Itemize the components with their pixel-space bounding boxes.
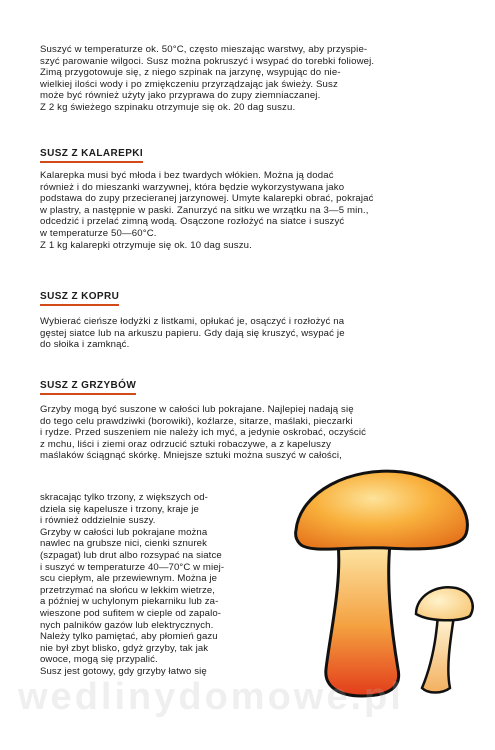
big-cap bbox=[296, 471, 468, 549]
text-line: wielkiej ilości wody i po zmiękczeniu przyrządzając jak świeży. Susz bbox=[40, 78, 338, 90]
heading-grzyby: SUSZ Z GRZYBÓW bbox=[40, 380, 136, 395]
text-line: nych palników gazów lub elektrycznych. bbox=[40, 619, 214, 631]
grzyby-paragraph-full bbox=[40, 404, 460, 462]
text-line: nawlec na grubsze nici, cienki sznurek bbox=[40, 538, 207, 550]
text-line: do tego celu prawdziwki (borowiki), koźlarze, sitarze, maślaki, pieczarki bbox=[40, 415, 353, 427]
text-line: skracając tylko trzony, z większych od- bbox=[40, 492, 208, 503]
watermark: wedlinydomowe.pl bbox=[18, 676, 404, 718]
text-line: Należy tylko pamiętać, aby płomień gazu bbox=[40, 631, 218, 643]
text-line: podstawa do zupy przecieranej jarzynowej. Umyte kalarepki obrać, pokrajać bbox=[40, 193, 374, 205]
text-line: maślaków ściągnąć skórkę. Mniejsze sztuki można suszyć w całości, bbox=[40, 450, 342, 462]
small-cap bbox=[416, 587, 473, 620]
text-line: Z 1 kg kalarepki otrzymuje się ok. 10 dag suszu. bbox=[40, 239, 252, 251]
text-line: a później w uchylonym piekarniku lub za- bbox=[40, 596, 219, 608]
text-line: w temperaturze 50—60°C. bbox=[40, 227, 157, 239]
text-line: Kalarepka musi być młoda i bez twardych włókien. Można ją dodać bbox=[40, 170, 334, 181]
grzyby-paragraph-narrow bbox=[40, 492, 285, 678]
text-line: szyć parowanie wilgoci. Susz można pokruszyć i wsypać do torebki foliowej. bbox=[40, 55, 375, 67]
text-line: nie był zbyt blisko, gdyż grzyby, tak jak bbox=[40, 642, 209, 654]
text-line: w plastry, a następnie w paski. Zanurzyć na sitku we wrzątku na 3—5 min., bbox=[40, 204, 369, 216]
text-line: i rydze. Przed suszeniem nie należy ich myć, a jedynie oskrobać, oczyścić bbox=[40, 427, 367, 439]
text-line: z mchu, liści i ziemi oraz odrzucić sztuki robaczywe, a z kapeluszy bbox=[40, 438, 332, 450]
koper-paragraph bbox=[40, 316, 460, 351]
heading-kalarepka: SUSZ Z KALAREPKI bbox=[40, 148, 143, 163]
text-line: i suszyć w temperaturze 40—70°C w miej- bbox=[40, 561, 225, 573]
text-line: Susz jest gotowy, gdy grzyby łatwo się bbox=[40, 665, 207, 677]
text-line: Grzyby mogą być suszone w całości lub pokrajane. Najlepiej nadają się bbox=[40, 404, 354, 415]
text-line: Zimą przygotowuje się, z niego szpinak na jarzynę, wsypując do nie- bbox=[40, 67, 341, 79]
text-line: Suszyć w temperaturze ok. 50°C, często mieszając warstwy, aby przyspie- bbox=[40, 44, 368, 55]
text-line: i również oddzielnie suszy. bbox=[40, 515, 156, 527]
text-line: również i do mieszanki warzywnej, która będzie wykorzystywana jako bbox=[40, 181, 345, 193]
text-line: dziela się kapelusze i trzony, kraje je bbox=[40, 503, 199, 515]
text-line: (szpagat) lub drut albo rozsypać na siatce bbox=[40, 549, 222, 561]
text-line: Z 2 kg świeżego szpinaku otrzymuje się ok. 20 dag suszu. bbox=[40, 101, 296, 113]
kalarepka-paragraph bbox=[40, 170, 460, 251]
text-line: owoce, mogą się przypalić. bbox=[40, 654, 158, 666]
heading-koper: SUSZ Z KOPRU bbox=[40, 291, 119, 306]
text-line: scu ciepłym, ale przewiewnym. Można je bbox=[40, 573, 218, 585]
text-line: Wybierać cieńsze łodyżki z listkami, opłukać je, osączyć i rozłożyć na bbox=[40, 316, 345, 327]
text-line: gęstej siatce lub na arkuszu papieru. Gdy dają się kruszyć, wsypać je bbox=[40, 327, 345, 339]
text-line: do słoika i zamknąć. bbox=[40, 339, 130, 351]
text-line: może być również użyty jako przyprawa do zupy ziemniaczanej. bbox=[40, 90, 321, 102]
intro-paragraph bbox=[40, 44, 460, 114]
text-line: wieszone pod sufitem w cieple od zapalo- bbox=[40, 607, 222, 619]
text-line: przetrzymać na słońcu w lekkim wietrze, bbox=[40, 584, 216, 596]
text-line: Grzyby w całości lub pokrajane można bbox=[40, 526, 208, 538]
big-stem bbox=[326, 542, 399, 696]
text-line: odcedzić i przelać zimną wodą. Osączone rozłożyć na siatce i suszyć bbox=[40, 216, 345, 228]
